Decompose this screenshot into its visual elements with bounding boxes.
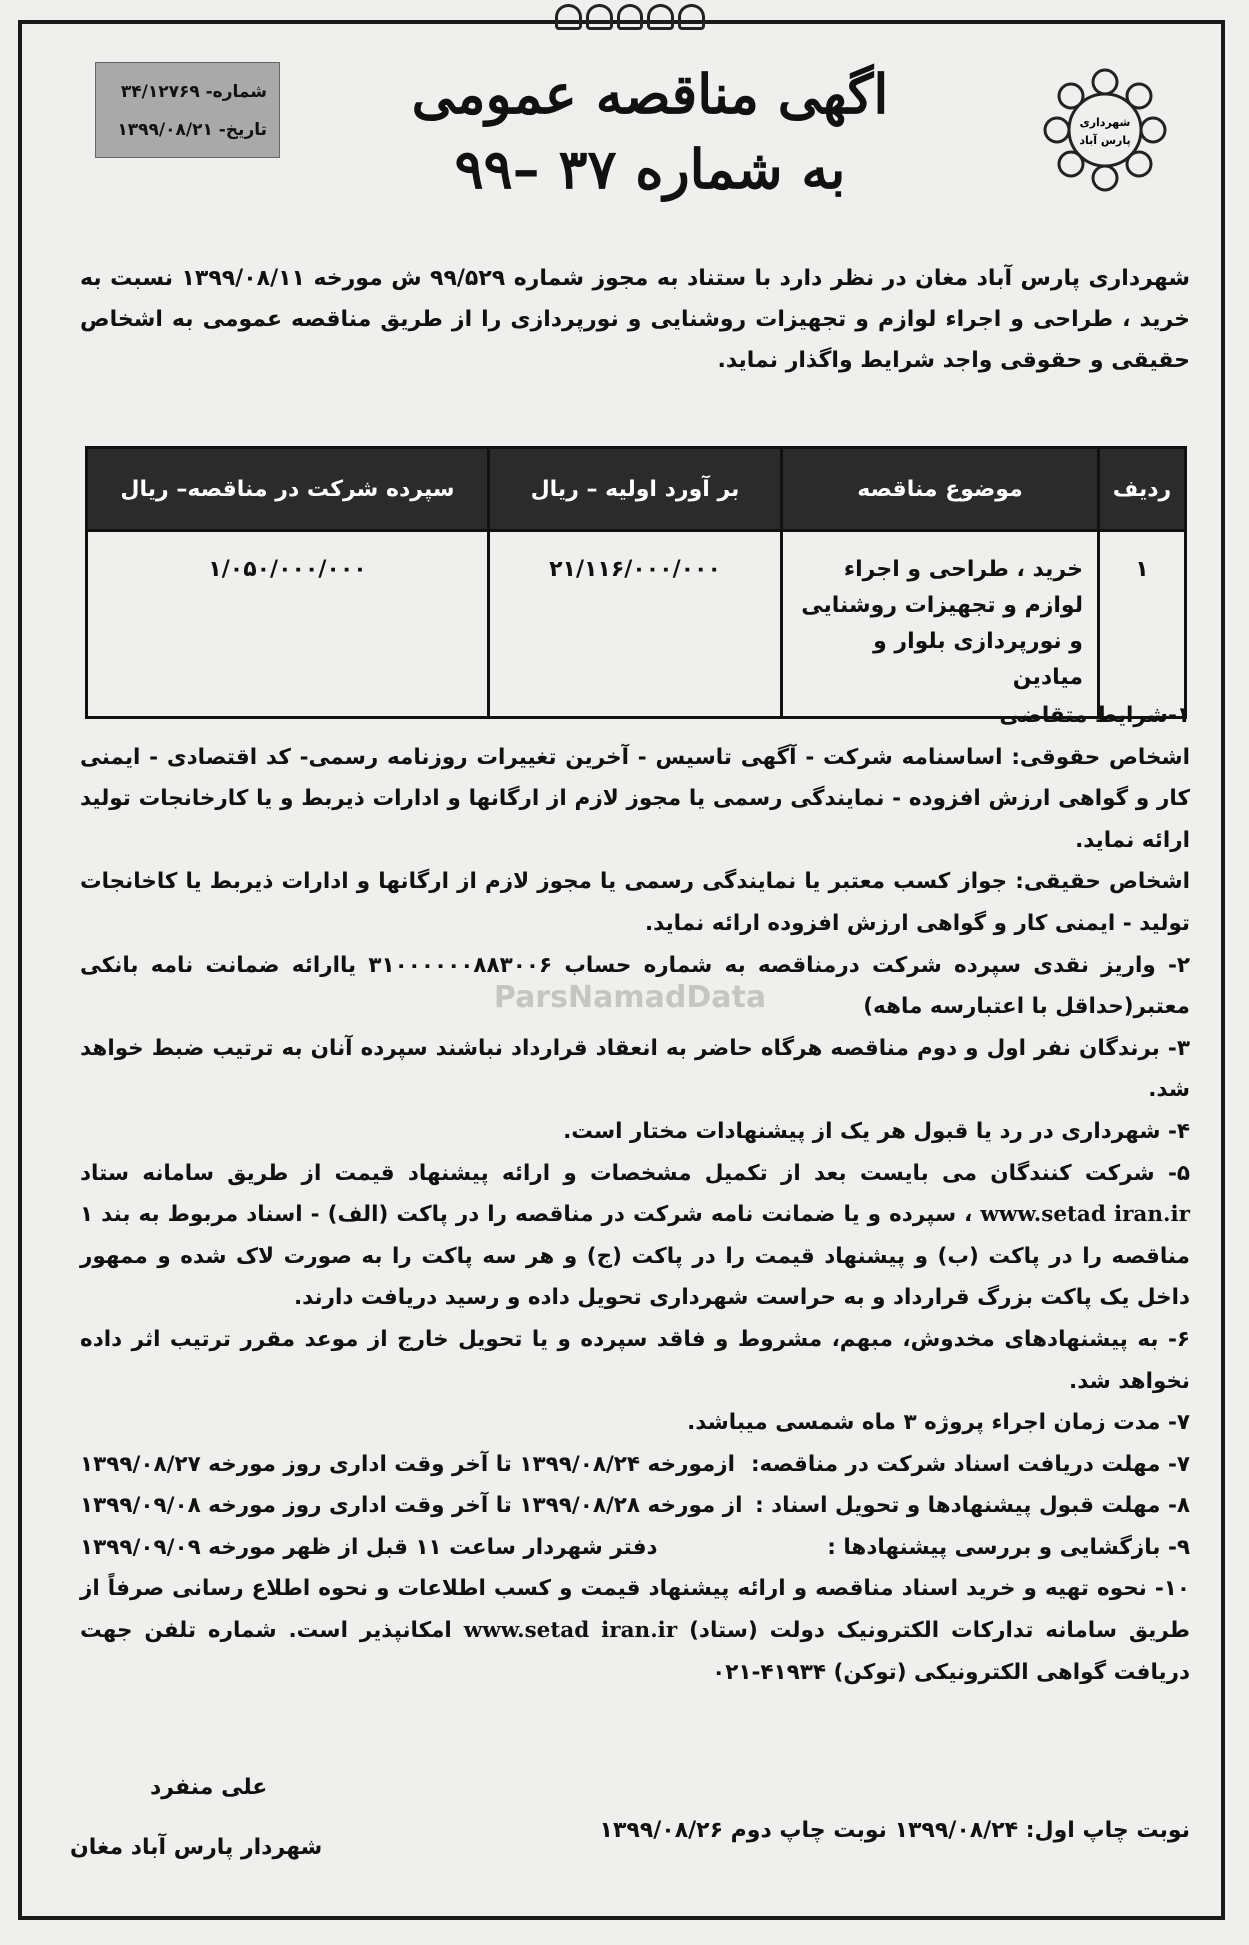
svg-text:پارس آباد: پارس آباد [1079, 134, 1131, 147]
conditions-body [80, 695, 1190, 1693]
col-deposit: سپرده شرکت در مناقصه– ریال [87, 448, 489, 531]
reference-date: تاریخ- ۱۳۹۹/۰۸/۲۱ [117, 120, 267, 140]
section-10-text-b: امکانپذیر است. شماره تلفن جهت دریافت گواهی الکترونیکی (توکن) ۴۱۹۳۴-۰۲۱ [80, 1618, 1190, 1685]
schedule-row-1 [80, 1444, 1190, 1486]
title-line-1: اگهی مناقصه عمومی [411, 62, 889, 126]
signer-title: شهردار پارس آباد مغان [70, 1835, 323, 1860]
section-10 [80, 1568, 1190, 1693]
section-4: ۴- شهرداری در رد یا قبول هر یک از پیشنهادات مختار است. [563, 1118, 1190, 1144]
schedule-row-2 [80, 1485, 1190, 1527]
schedule-2-value: از مورخه ۱۳۹۹/۰۸/۲۸ تا آخر وقت اداری روز مورخه ۱۳۹۹/۰۹/۰۸ [80, 1493, 743, 1519]
cell-estimate: ۲۱/۱۱۶/۰۰۰/۰۰۰ [489, 531, 782, 718]
section-1-title: ۱-شرایط متقاضی [999, 703, 1190, 728]
reference-box [95, 62, 280, 158]
title-line-2: به شماره ۳۷ –۹۹ [454, 137, 846, 201]
section-5 [80, 1153, 1190, 1319]
section-10-text-a: ۱۰- نحوه تهیه و خرید اسناد مناقصه و ارائه پیشنهاد قیمت و کسب اطلاعات و نحوه اطلاع رسانی صرفاً از طریق سامانه تدارکات الکترونیک دولت (ستاد) [80, 1576, 1190, 1644]
schedule-1-label: ۷- مهلت دریافت اسناد شرکت در مناقصه: [750, 1451, 1190, 1477]
schedule-3-label: ۹- بازگشایی و بررسی پیشنهادها : [827, 1534, 1190, 1560]
ad-title [300, 58, 1000, 208]
top-ornament [555, 4, 705, 30]
table-row [87, 531, 1186, 718]
schedule-3-value: دفتر شهردار ساعت ۱۱ قبل از ظهر مورخه ۱۳۹۹/۰۹/۰۹ [80, 1534, 658, 1560]
col-subject: موضوع مناقصه [782, 448, 1099, 531]
watermark: ParsNamadData [493, 980, 767, 1015]
section-2: ۲- واریز نقدی سپرده شرکت درمناقصه به شماره حساب ۳۱۰۰۰۰۰۰۸۸۳۰۰۶ یاارائه ضمانت نامه بانکی معتبر(حداقل با اعتبارسه ماهه) [80, 952, 1190, 1020]
setad-link-2[interactable]: www.setad iran.ir [463, 1618, 678, 1644]
section-5-text-b: ، سپرده و یا ضمانت نامه شرکت در مناقصه را در پاکت (الف) - اسناد مربوط به بند ۱ مناقصه را در پاکت (ب) و پیشنهاد قیمت را در پاکت (ج) و هر سه پاکت را به صورت لاک شده و ممهور داخل یک پاکت بزرگ قرارداد و به حراست شهرداری تحویل داده و رسید دریافت دارند. [80, 1202, 1190, 1311]
section-5-text-a: ۵- شرکت کنندگان می بایست بعد از تکمیل مشخصات و ارائه پیشنهاد قیمت از طریق سامانه ستاد [80, 1160, 1190, 1186]
section-6: ۶- به پیشنهادهای مخدوش، مبهم، مشروط و فاقد سپرده و یا تحویل خارج از موعد مقرر ترتیب اثر داده نخواهد شد. [80, 1326, 1190, 1394]
setad-link-1[interactable]: www.setad iran.ir [980, 1202, 1190, 1228]
col-estimate: بر آورد اولیه – ریال [489, 448, 782, 531]
schedule-row-3 [80, 1527, 1190, 1569]
reference-number: شماره- ۳۴/۱۲۷۶۹ [120, 82, 267, 102]
schedule-1-value: ازمورخه ۱۳۹۹/۰۸/۲۴ تا آخر وقت اداری روز مورخه ۱۳۹۹/۰۸/۲۷ [80, 1451, 735, 1477]
cell-deposit: ۱/۰۵۰/۰۰۰/۰۰۰ [87, 531, 489, 718]
section-1-real: اشخاص حقیقی: جواز کسب معتبر یا نمایندگی رسمی یا مجوز لازم از ارگانها و ادارات ذیربط یا کاخانجات تولید - ایمنی کار و گواهی ارزش افزوده ارائه نماید. [80, 869, 1190, 936]
table-header-row [87, 448, 1186, 531]
cell-subject: خرید ، طراحی و اجراء لوازم و تجهیزات روشنایی و نورپردازی بلوار و میادین [782, 531, 1099, 718]
signature-block [70, 1758, 370, 1878]
section-7: ۷- مدت زمان اجراء پروژه ۳ ماه شمسی میباشد. [687, 1410, 1190, 1436]
col-row-number: ردیف [1099, 448, 1186, 531]
intro-paragraph: شهرداری پارس آباد مغان در نظر دارد با ستناد به مجوز شماره ۹۹/۵۲۹ ش مورخه ۱۳۹۹/۰۸/۱۱ نسبت به خرید ، طراحی و اجراء لوازم و تجهیزات روشنایی و نورپردازی را از طریق مناقصه عمومی به اشخاص حقیقی و حقوقی واجد شرایط واگذار نماید. [80, 266, 1190, 373]
signer-name: علی منفرد [150, 1775, 268, 1800]
logo-text: شهرداری [1079, 116, 1131, 129]
section-3: ۳- برندگان نفر اول و دوم مناقصه هرگاه حاضر به انعقاد قرارداد نباشند سپرده آنان به ترتیب ضبط خواهد شد. [80, 1035, 1190, 1103]
print-schedule: نوبت چاپ اول: ۱۳۹۹/۰۸/۲۴ نوبت چاپ دوم ۱۳۹۹/۰۸/۲۶ [599, 1818, 1190, 1843]
municipality-logo [1035, 60, 1175, 200]
section-1-legal: اشخاص حقوقی: اساسنامه شرکت - آگهی تاسیس - آخرین تغییرات روزنامه رسمی- کد اقتصادی - ایمنی کار و گواهی ارزش افزوده - نمایندگی رسمی یا مجوز لازم از ارگانها و ادارات ذیربط و یا کارخانجات تولید ارائه نماید. [80, 744, 1190, 853]
tender-table [85, 446, 1187, 719]
schedule-2-label: ۸- مهلت قبول پیشنهادها و تحویل اسناد : [755, 1493, 1190, 1519]
cell-row-number: ۱ [1099, 531, 1186, 718]
